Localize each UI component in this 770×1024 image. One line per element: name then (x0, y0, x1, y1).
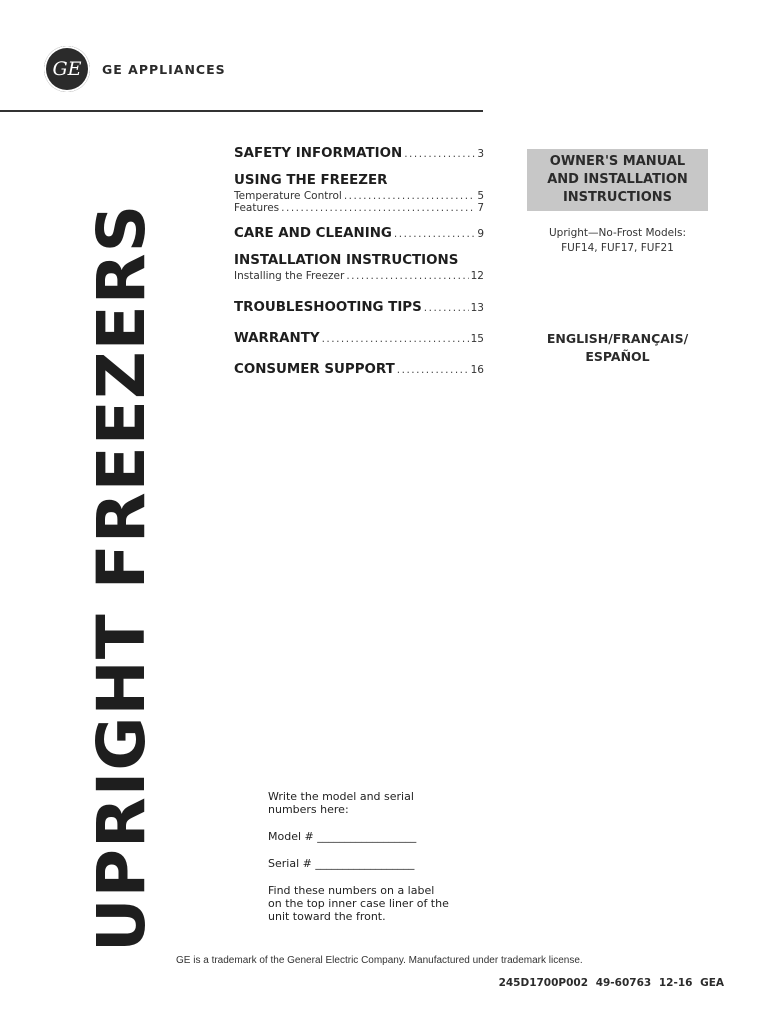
toc-title: INSTALLATION INSTRUCTIONS (234, 253, 459, 268)
table-of-contents (234, 146, 484, 389)
toc-sub-label: Features (234, 202, 280, 214)
toc-page: 16 (470, 364, 484, 376)
toc-leader (404, 148, 475, 160)
toc-leader (281, 202, 475, 214)
languages-label: ENGLISH/FRANÇAIS/ ESPAÑOL (546, 331, 689, 364)
toc-leader (346, 270, 468, 282)
toc-sub-label: Temperature Control (234, 190, 342, 202)
toc-title: TROUBLESHOOTING TIPS (234, 300, 422, 315)
toc-safety[interactable] (234, 146, 484, 161)
toc-installation (234, 253, 484, 282)
toc-leader (397, 364, 469, 376)
models-heading: Upright—No-Frost Models: (548, 227, 687, 239)
models-info (527, 226, 708, 256)
manual-type-label: OWNER'S MANUAL AND INSTALLATION INSTRUCTIONS (547, 154, 688, 205)
toc-troubleshooting[interactable] (234, 300, 484, 315)
vertical-title: UPRIGHT FREEZERS (83, 203, 160, 952)
toc-page: 5 (477, 190, 484, 202)
toc-sub-label: Installing the Freezer (234, 270, 345, 282)
serial-intro: Write the model and serial numbers here: (268, 790, 414, 816)
toc-page: 12 (470, 270, 484, 282)
toc-warranty[interactable] (234, 331, 484, 346)
toc-page: 15 (470, 333, 484, 345)
toc-subitem[interactable] (234, 202, 484, 214)
toc-page: 3 (477, 148, 484, 160)
toc-title: CONSUMER SUPPORT (234, 362, 395, 377)
toc-subitem[interactable] (234, 190, 484, 202)
toc-using (234, 173, 484, 214)
serial-location-note: Find these numbers on a label on the top inner case liner of the unit toward the front. (268, 884, 449, 923)
toc-page: 9 (477, 228, 484, 240)
toc-leader (424, 302, 469, 314)
serial-number-field: Serial # __________________ (268, 857, 415, 870)
document-codes: 245D1700P002 49-60763 12-16 GEA (498, 977, 724, 989)
brand-name: GE APPLIANCES (102, 61, 226, 77)
toc-page: 13 (470, 302, 484, 314)
serial-record-block (268, 790, 478, 937)
ge-logo-icon: GE (44, 46, 90, 92)
toc-title: CARE AND CLEANING (234, 226, 392, 241)
toc-care[interactable] (234, 226, 484, 241)
toc-leader (344, 190, 476, 202)
toc-page: 7 (477, 202, 484, 214)
toc-leader (322, 333, 469, 345)
models-list: FUF14, FUF17, FUF21 (561, 242, 674, 254)
model-number-field: Model # __________________ (268, 830, 417, 843)
toc-leader (394, 228, 475, 240)
manual-type-box (527, 149, 708, 211)
toc-title: USING THE FREEZER (234, 173, 388, 188)
header (44, 46, 226, 92)
toc-support[interactable] (234, 362, 484, 377)
toc-title: WARRANTY (234, 331, 320, 346)
toc-title: SAFETY INFORMATION (234, 146, 403, 161)
trademark-notice: GE is a trademark of the General Electric Company. Manufactured under trademark license. (176, 955, 583, 966)
toc-subitem[interactable] (234, 270, 484, 282)
header-divider (0, 110, 483, 112)
